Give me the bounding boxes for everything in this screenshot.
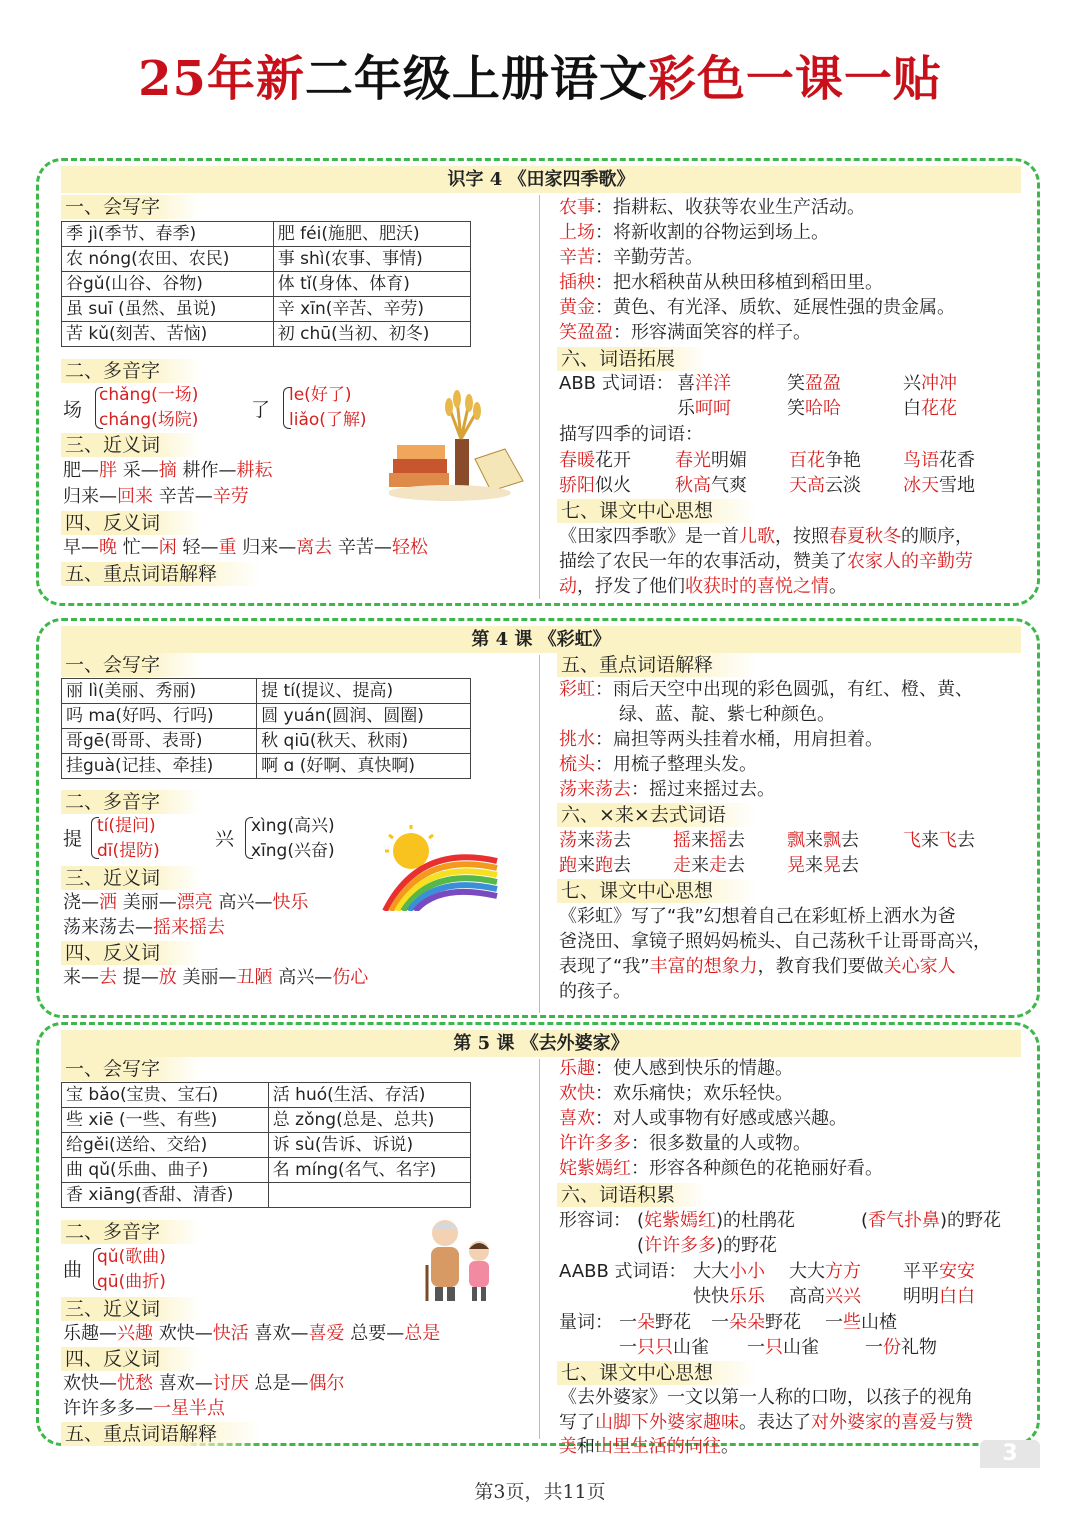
char-table: 丽 lì(美丽、秀丽) 提 tí(提议、提高) 吗 ma(好吗、行吗) 圆 yuán(圆润、圆圈) 哥gē(哥哥、表哥) 秋 qiū(秋天、秋雨) 挂guà(记挂、牵挂) 啊 ɑ (好啊、真快啊) [61,678,471,779]
poly-char: 了 [251,399,271,421]
synonyms-line: 归来—回来 辛苦—辛劳 [63,486,249,507]
section-write-chars: 一、会写字 [61,653,201,677]
section-word-accum: 六、词语积累 [557,1183,707,1207]
section-central-idea: 七、课文中心思想 [557,1361,757,1385]
section-write-chars: 一、会写字 [61,195,201,219]
poly-char: 场 [63,399,83,421]
lesson-card-1: 识字 4 《田家四季歌》 一、会写字 季 jì(季节、春季) 肥 féi(施肥、肥沃) 农 nóng(农田、农民) 事 shì(农事、事情) 谷gǔ(山谷、谷物) 体 tǐ(身体、体育) 虽 suī (虽然、虽说) 辛 xīn(辛苦、辛劳) 苦 kǔ(刻苦、苦恼) 初 chū(当初、初冬) 二、多音字 场 chǎng(一场) cháng(场院) 了 le(好了) liǎo(了解) 三、近义词 肥—胖 采—摘 耕作—耕耘 归来—回来 辛苦—辛劳 四、反义词 早—晚 忙—闲 轻—重 归来—离去 辛苦—轻松 五、重点词语解释 农事：指耕耘、收获等农业生产活动。 上场：将新收割的谷物运到场上。 辛苦：辛勤劳苦。 插秧：把水稻秧苗从秧田移植到稻田里。 黄金：黄色、有光泽、质软、延展性强的贵金属。 笑盈盈：形容满面笑容的样子。 六、词语拓展 ABB 式词语： 喜洋洋 笑盈盈 兴冲冲 乐呵呵 笑哈哈 白花花 描写四季的词语： 春暖花开 春光明媚 百花争艳 鸟语花香 骄阳似火 秋高气爽 天高云淡 冰天雪地 七、课文中心思想 《田家四季歌》是一首儿歌，按照春夏秋冬的顺序， 描绘了农民一年的农事活动，赞美了农家人的辛勤劳 动，抒发了他们收获时的喜悦之情。 [36,158,1040,606]
synonyms-line: 肥—胖 采—摘 耕作—耕耘 [63,460,273,481]
grandma-child-illustration [419,1215,499,1305]
section-x-lai-x-qu: 六、×来×去式词语 [557,803,757,827]
antonyms-line: 早—晚 忙—闲 轻—重 归来—离去 辛苦—轻松 [63,537,428,558]
definition: 辛苦：辛勤劳苦。 [559,247,703,268]
section-synonyms: 三、近义词 [61,433,201,457]
central-idea-text: 《田家四季歌》是一首儿歌，按照春夏秋冬的顺序， [559,526,973,547]
lesson-card-3: 第 5 课 《去外婆家》 一、会写字 宝 bǎo(宝贵、宝石) 活 huó(生活、存活) 些 xiē (一些、有些) 总 zǒng(总是、总共) 给gěi(送给、交给) 诉 sù(告诉、诉说) 曲 qǔ(乐曲、曲子) 名 míng(名气、名字) 香 xiāng(香甜、清香) 二、多音字 曲 qǔ(歌曲) qū(曲折) 三、近义词 乐趣—兴趣 欢快—快活 喜欢—喜爱 总要—总是 四、反义词 欢快—忧愁 喜欢—讨厌 总是—偶尔 许许多多—一星半点 五、重点词语解释 乐趣：使人感到快乐的情趣。 欢快：欢乐痛快；欢乐轻快。 喜欢：对人或事物有好感或感兴趣。 许许多多：很多数量的人或物。 姹紫嫣红：形容各种颜色的花艳丽好看。 六、词语积累 形容词： (姹紫嫣红)的杜鹃花 (香气扑鼻)的野花 (许许多多)的野花 AABB 式词语： 大大小小 大大方方 平平安安 快快乐乐 高高兴兴 明明白白 量词： 一朵野花 一朵朵野花 一些山楂 一只只山雀 一只山雀 一份礼物 七、课文中心思想 《去外婆家》一文以第一人称的口吻，以孩子的视角 写了山脚下外婆家趣味。表达了对外婆家的喜爱与赞 美和山里生活的向往。 [36,1022,1040,1446]
page-number-tab: 3 [980,1440,1040,1468]
section-synonyms: 三、近义词 [61,1297,201,1321]
page-footer: 第3页，共11页 [474,1481,606,1503]
section-central-idea: 七、课文中心思想 [557,499,757,523]
rainbow-sun-illustration [379,821,499,911]
section-polyphone: 二、多音字 [61,1220,201,1244]
section-word-expand: 六、词语拓展 [557,347,707,371]
section-key-words: 五、重点词语解释 [557,653,757,677]
lesson-heading: 第 5 课 《去外婆家》 [61,1030,1021,1057]
char-table: 季 jì(季节、春季) 肥 féi(施肥、肥沃) 农 nóng(农田、农民) 事 shì(农事、事情) 谷gǔ(山谷、谷物) 体 tǐ(身体、体育) 虽 suī (虽然、虽说) 辛 xīn(辛苦、辛劳) 苦 kǔ(刻苦、苦恼) 初 chū(当初、初冬) [61,221,471,347]
section-polyphone: 二、多音字 [61,359,201,383]
section-antonyms: 四、反义词 [61,941,201,965]
harvest-illustration [389,389,524,507]
section-synonyms: 三、近义词 [61,866,201,890]
definition: 插秧：把水稻秧苗从秧田移植到稻田里。 [559,272,883,293]
lesson-card-2: 第 4 课 《彩虹》 一、会写字 丽 lì(美丽、秀丽) 提 tí(提议、提高) 吗 ma(好吗、行吗) 圆 yuán(圆润、圆圈) 哥gē(哥哥、表哥) 秋 qiū(秋天、秋雨) 挂guà(记挂、牵挂) 啊 ɑ (好啊、真快啊) 二、多音字 提 tí(提问) dī(提防) 兴 xìng(高兴) xīng(兴奋) 三、近义词 浇—洒 美丽—漂亮 高兴—快乐 荡来荡去—摇来摇去 四、反义词 来—去 提—放 美丽—丑陋 高兴—伤心 五、重点词语解释 彩虹：雨后天空中出现的彩色圆弧，有红、橙、黄、 绿、蓝、靛、紫七种颜色。 挑水：扁担等两头挂着水桶，用肩担着。 梳头：用梳子整理头发。 荡来荡去：摇过来摇过去。 六、×来×去式词语 荡来荡去 摇来摇去 飘来飘去 飞来飞去 跑来跑去 走来走去 晃来晃去 七、课文中心思想 《彩虹》写了“我”幻想着自己在彩虹桥上洒水为爸 爸浇田、拿镜子照妈妈梳头、自己荡秋千让哥哥高兴， 表现了“我”丰富的想象力，教育我们要做关心家人 的孩子。 [36,618,1040,1018]
section-key-words: 五、重点词语解释 [61,1422,261,1446]
definition: 上场：将新收割的谷物运到场上。 [559,222,829,243]
section-key-words: 五、重点词语解释 [61,562,261,586]
lesson-heading: 识字 4 《田家四季歌》 [61,166,1021,193]
section-antonyms: 四、反义词 [61,1347,201,1371]
definition: 黄金：黄色、有光泽、质软、延展性强的贵金属。 [559,297,955,318]
section-central-idea: 七、课文中心思想 [557,879,757,903]
definition: 笑盈盈：形容满面笑容的样子。 [559,322,811,343]
section-polyphone: 二、多音字 [61,790,201,814]
section-antonyms: 四、反义词 [61,511,201,535]
page-title: 25年新二年级上册语文彩色一课一贴 [138,51,942,107]
definition: 农事：指耕耘、收获等农业生产活动。 [559,197,865,218]
char-table: 宝 bǎo(宝贵、宝石) 活 huó(生活、存活) 些 xiē (一些、有些) 总 zǒng(总是、总共) 给gěi(送给、交给) 诉 sù(告诉、诉说) 曲 qǔ(乐曲、曲子) 名 míng(名气、名字) 香 xiāng(香甜、清香) [61,1082,471,1208]
lesson-heading: 第 4 课 《彩虹》 [61,626,1021,653]
section-write-chars: 一、会写字 [61,1057,201,1081]
